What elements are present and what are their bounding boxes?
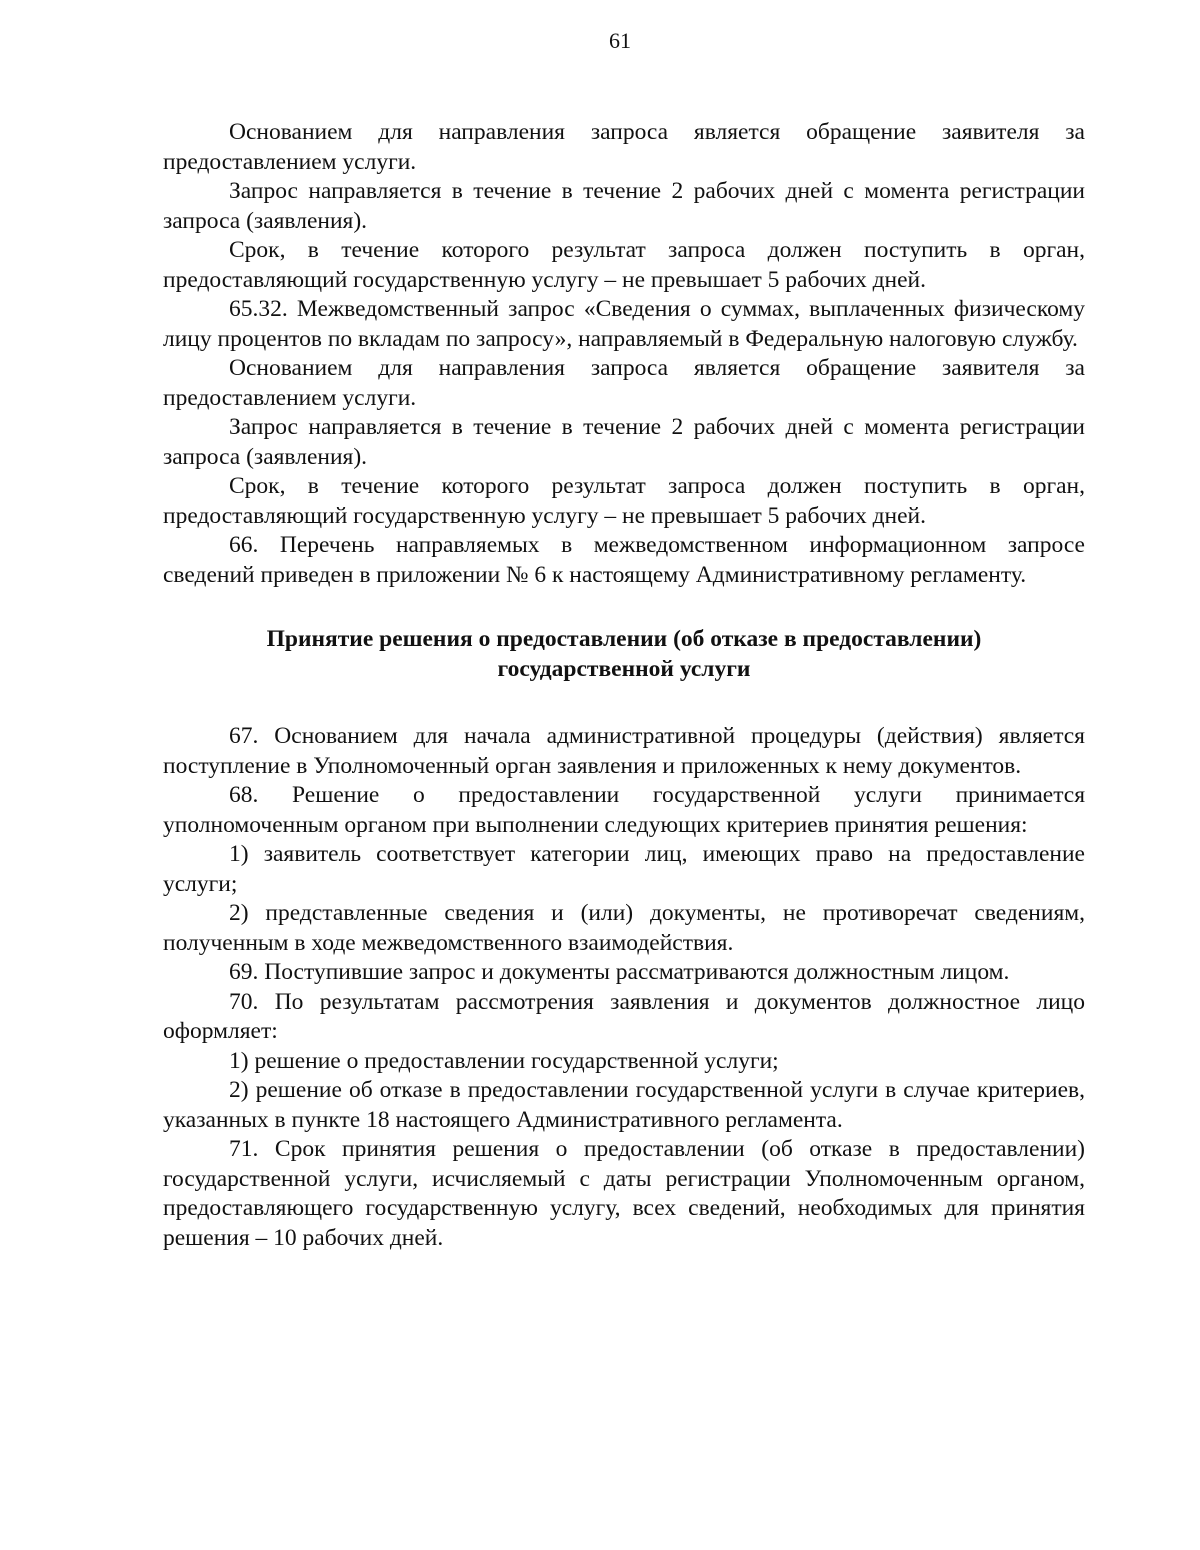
paragraph: Основанием для направления запроса является обращение заявителя за предоставлением услуги.: [163, 119, 1085, 175]
paragraph: 67. Основанием для начала административной процедуры (действия) является поступление в Уполномоченный орган заявления и приложенных к нему документов.: [163, 723, 1085, 779]
paragraph: Запрос направляется в течение в течение 2 рабочих дней с момента регистрации запроса (заявления).: [163, 178, 1085, 234]
paragraph: 1) решение о предоставлении государственной услуги;: [229, 1047, 779, 1074]
paragraph: 2) решение об отказе в предоставлении государственной услуги в случае критериев, указанных в пункте 18 настоящего Административного регламента.: [163, 1077, 1085, 1133]
document-body: [163, 118, 1085, 1253]
section-heading-line: государственной услуги: [497, 655, 751, 682]
paragraph: 71. Срок принятия решения о предоставлении (об отказе в предоставлении) государственной услуги, исчисляемый с даты регистрации Уполномоченным органом, предоставляющего государственную услугу, всех сведений, необходимых для принятия решения – 10 рабочих дней.: [163, 1136, 1085, 1251]
paragraph: 69. Поступившие запрос и документы рассматриваются должностным лицом.: [229, 959, 1010, 985]
paragraph: Запрос направляется в течение в течение 2 рабочих дней с момента регистрации запроса (заявления).: [163, 414, 1085, 470]
page-number: 61: [609, 28, 631, 53]
paragraph: 65.32. Межведомственный запрос «Сведения о суммах, выплаченных физическому лицу процентов по вкладам по запросу», направляемый в Федеральную налоговую службу.: [163, 296, 1085, 352]
paragraph: 1) заявитель соответствует категории лиц, имеющих право на предоставление услуги;: [163, 841, 1085, 897]
paragraph: 70. По результатам рассмотрения заявления и документов должностное лицо оформляет:: [163, 988, 1085, 1044]
paragraph: 2) представленные сведения и (или) документы, не противоречат сведениям, полученным в ходе межведомственного взаимодействия.: [163, 900, 1085, 956]
section-heading-line: Принятие решения о предоставлении (об отказе в предоставлении): [266, 626, 982, 652]
section-heading: [163, 625, 1085, 684]
paragraph: Срок, в течение которого результат запроса должен поступить в орган, предоставляющий государственную услугу – не превышает 5 рабочих дней.: [163, 237, 1085, 293]
paragraph: Основанием для направления запроса является обращение заявителя за предоставлением услуги.: [163, 355, 1085, 411]
paragraph: 66. Перечень направляемых в межведомственном информационном запросе сведений приведен в приложении № 6 к настоящему Административному регламенту.: [163, 532, 1085, 588]
paragraph: 68. Решение о предоставлении государственной услуги принимается уполномоченным органом при выполнении следующих критериев принятия решения:: [163, 782, 1085, 838]
paragraph: Срок, в течение которого результат запроса должен поступить в орган, предоставляющий государственную услугу – не превышает 5 рабочих дней.: [163, 473, 1085, 529]
